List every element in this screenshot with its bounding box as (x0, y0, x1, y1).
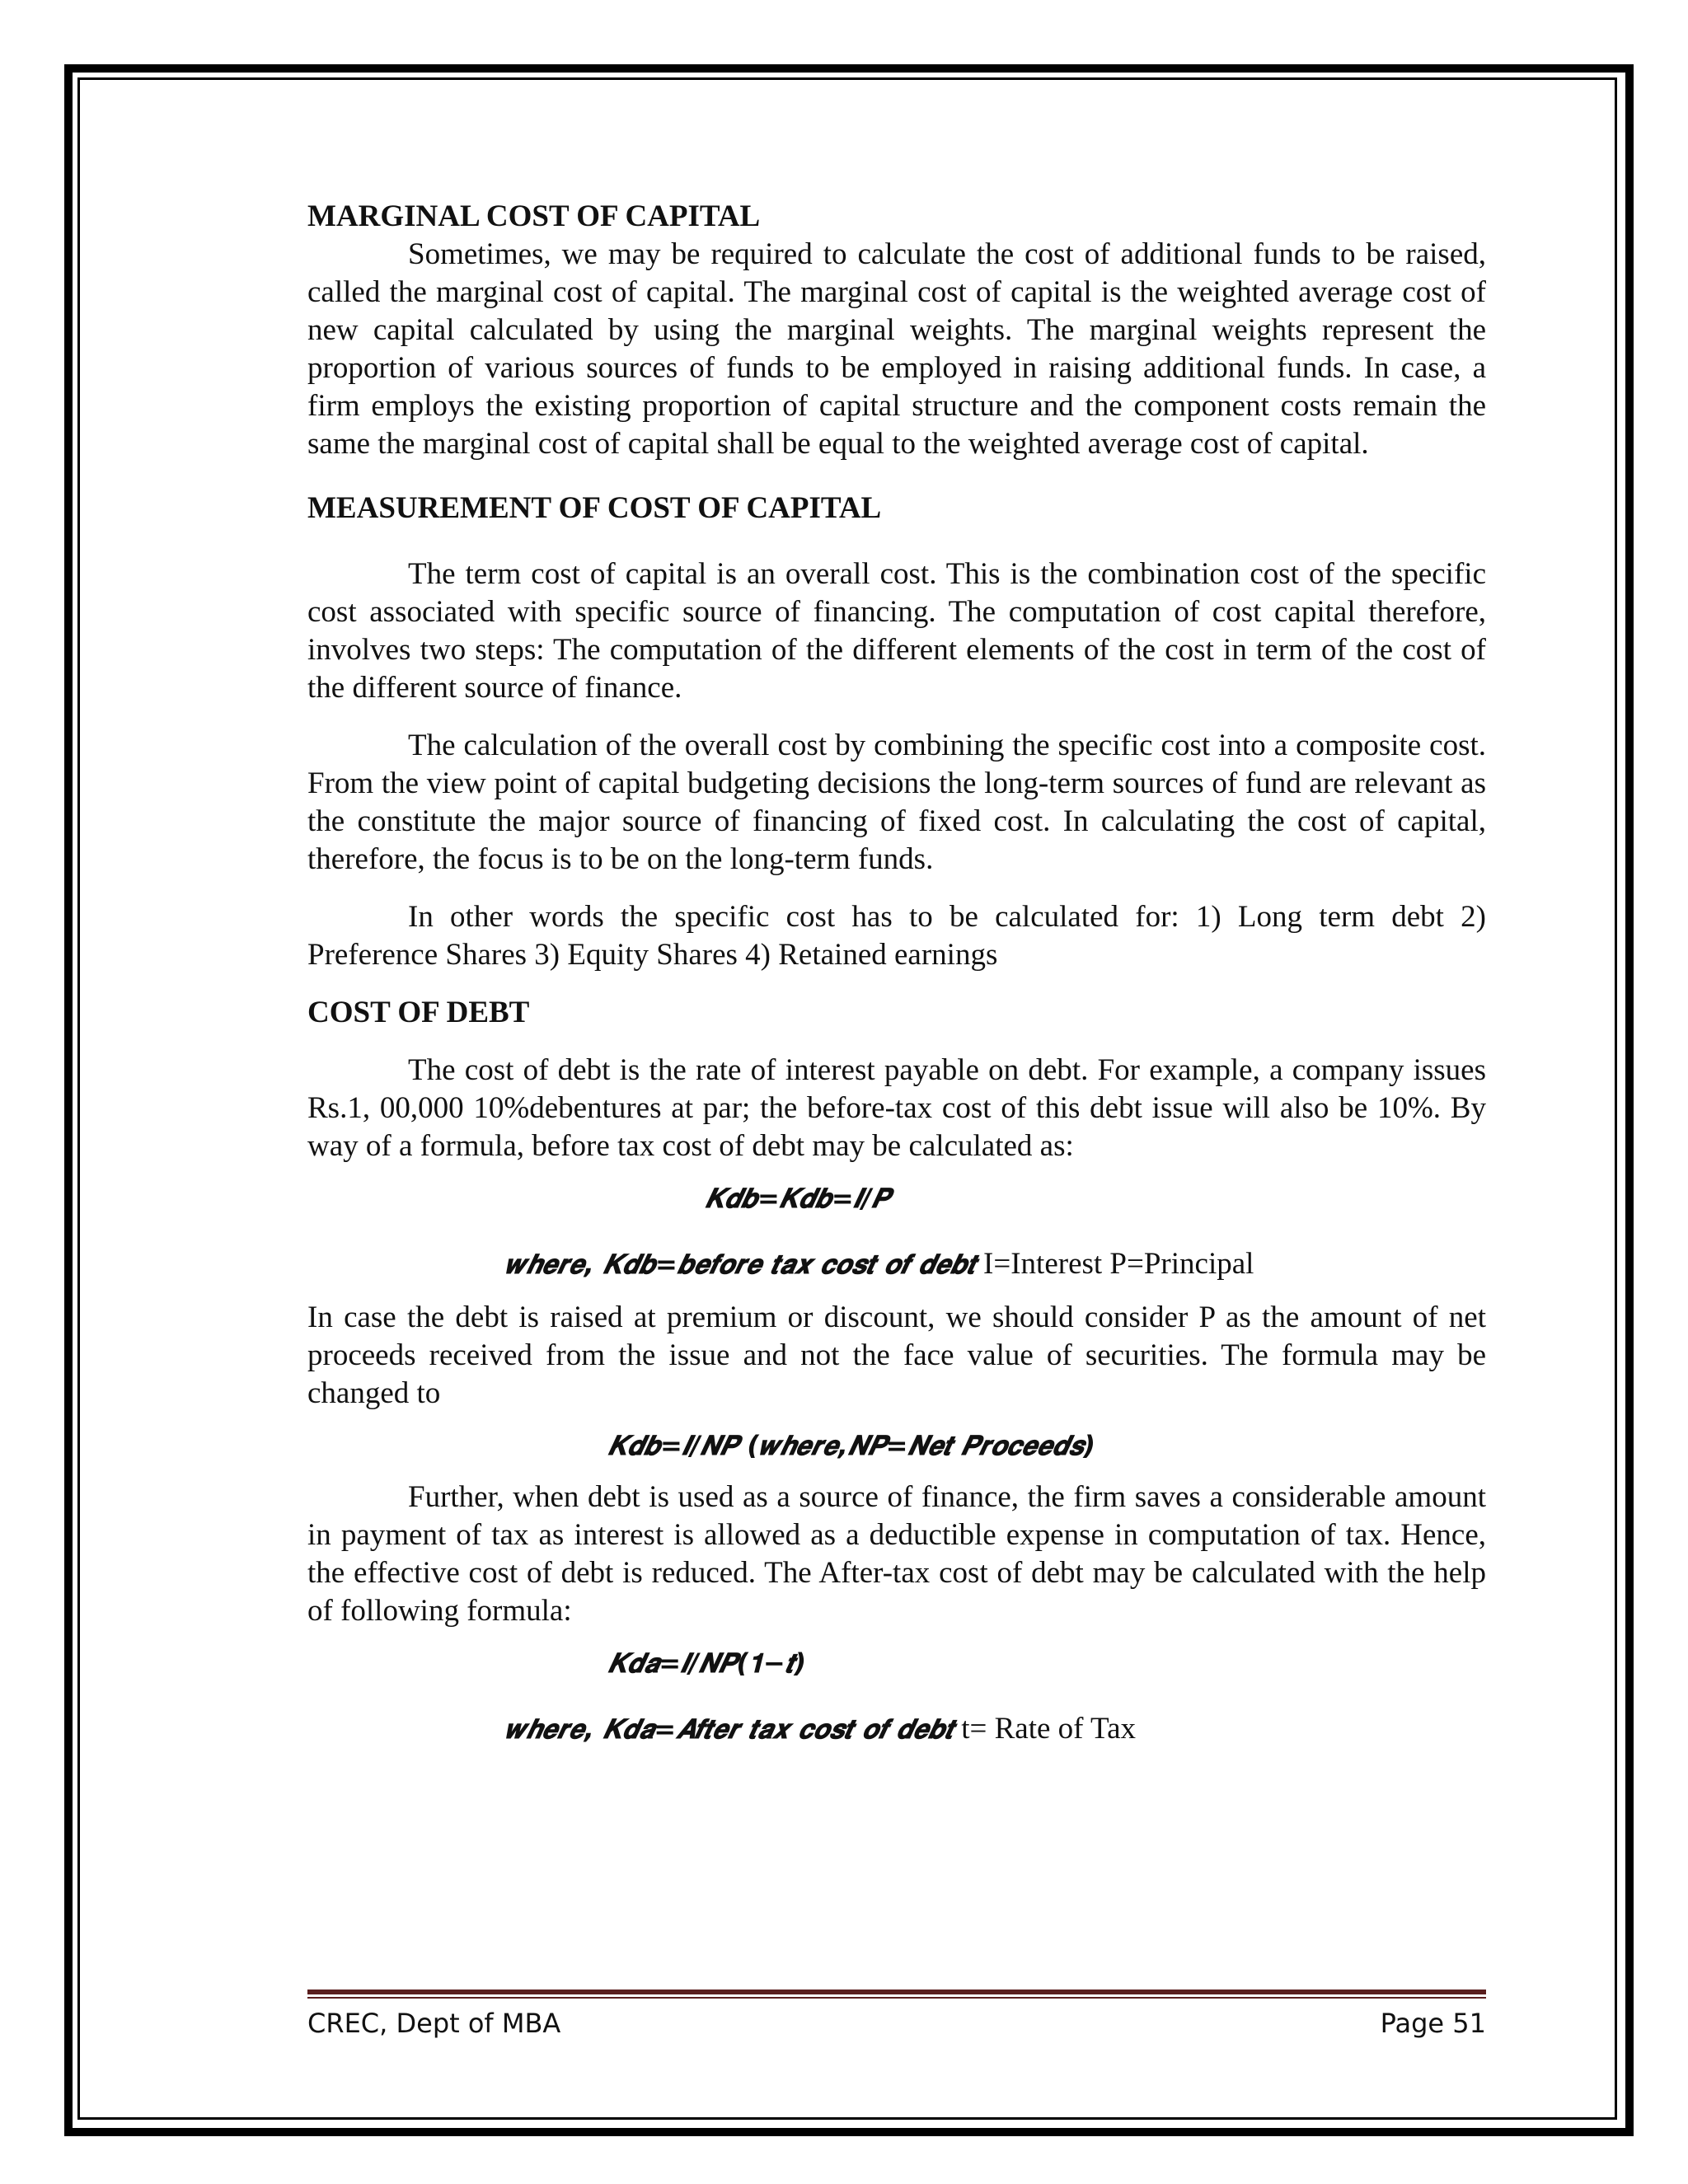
formula-kdb-np (307, 1413, 1486, 1479)
page-content (307, 198, 1486, 1762)
paragraph-measurement-1: The term cost of capital is an overall cost. This is the combination cost of the specific cost associated with specific source of financing. The computation of cost capital therefore, involves two steps: The computation of the different elements of the cost in term of the cost of the different source of finance. (307, 557, 1486, 705)
footer-rule-thick (307, 1990, 1486, 1994)
formula-kdb (307, 1165, 1486, 1231)
footer-rule-thin (307, 1997, 1486, 1999)
formula-kdb-variables: I=Interest P=Principal (983, 1247, 1254, 1281)
footer-rule (307, 1990, 1486, 1999)
paragraph-debt-1: The cost of debt is the rate of interest payable on debt. For example, a company issues Rs.1, 00,000 10%debentures at par; the before-tax cost of this debt issue will also be 10%. By way of a formula, before tax cost of debt may be calculated as: (307, 1053, 1486, 1163)
formula-kdb-np-expression: 𝑲𝒅𝒃=𝑰/𝑵𝑷 (𝒘𝒉𝒆𝒓𝒆,𝑵𝑷=𝑵𝒆𝒕 𝑷𝒓𝒐𝒄𝒆𝒆𝒅𝒔) (608, 1430, 1095, 1461)
footer-page-number: Page 51 (1380, 2008, 1486, 2039)
paragraph-measurement-2: The calculation of the overall cost by combining the specific cost into a composite cost. From the view point of capital budgeting decisions the long-term sources of fund are relevant as the constitute the major source of financing of fixed cost. In calculating the cost of capital, therefore, the focus is to be on the long-term funds. (307, 729, 1486, 876)
heading-marginal-cost: MARGINAL COST OF CAPITAL (307, 199, 761, 233)
heading-measurement: MEASUREMENT OF COST OF CAPITAL (307, 491, 882, 525)
formula-kda-definition: 𝒘𝒉𝒆𝒓𝒆, 𝑲𝒅𝒂=𝑨𝒇𝒕𝒆𝒓 𝒕𝒂𝒙 𝒄𝒐𝒔𝒕 𝒐𝒇 𝒅𝒆𝒃𝒕 (505, 1713, 954, 1745)
formula-kda-expression: 𝑲𝒅𝒂=𝑰/𝑵𝑷(𝟏−𝒕) (608, 1647, 807, 1679)
heading-cost-of-debt: COST OF DEBT (307, 996, 530, 1029)
paragraph-debt-2: In case the debt is raised at premium or discount, we should consider P as the amount of net proceeds received from the issue and not the face value of securities. The formula may be changed to (307, 1301, 1486, 1410)
formula-kdb-definition: 𝒘𝒉𝒆𝒓𝒆, 𝑲𝒅𝒃=𝒃𝒆𝒇𝒐𝒓𝒆 𝒕𝒂𝒙 𝒄𝒐𝒔𝒕 𝒐𝒇 𝒅𝒆𝒃𝒕 (505, 1249, 976, 1280)
paragraph-debt-3: Further, when debt is used as a source of finance, the firm saves a considerable amount in payment of tax as interest is allowed as a deductible expense in computation of tax. Hence, the effective cost of debt is reduced. The After-tax cost of debt may be calculated with the help of following formula: (307, 1480, 1486, 1628)
paragraph-measurement-3: In other words the specific cost has to be calculated for: 1) Long term debt 2) Preference Shares 3) Equity Shares 4) Retained earnings (307, 900, 1486, 972)
formula-kdb-where (307, 1231, 1486, 1297)
formula-kda-where (307, 1696, 1486, 1762)
paragraph-marginal-cost: Sometimes, we may be required to calculate the cost of additional funds to be raised, called the marginal cost of capital. The marginal cost of capital is the weighted average cost of new capital calculated by using the marginal weights. The marginal weights represent the proportion of various sources of funds to be employed in raising additional funds. In case, a firm employs the existing proportion of capital structure and the component costs remain the same the marginal cost of capital shall be equal to the weighted average cost of capital. (307, 237, 1486, 461)
footer-department: CREC, Dept of MBA (307, 2008, 561, 2039)
formula-kda-variables: t= Rate of Tax (961, 1712, 1136, 1746)
formula-kdb-expression: 𝑲𝒅𝒃=𝑲𝒅𝒃=𝑰/𝑷 (706, 1183, 889, 1214)
formula-kda (307, 1630, 1486, 1696)
page-footer (307, 2008, 1486, 2046)
